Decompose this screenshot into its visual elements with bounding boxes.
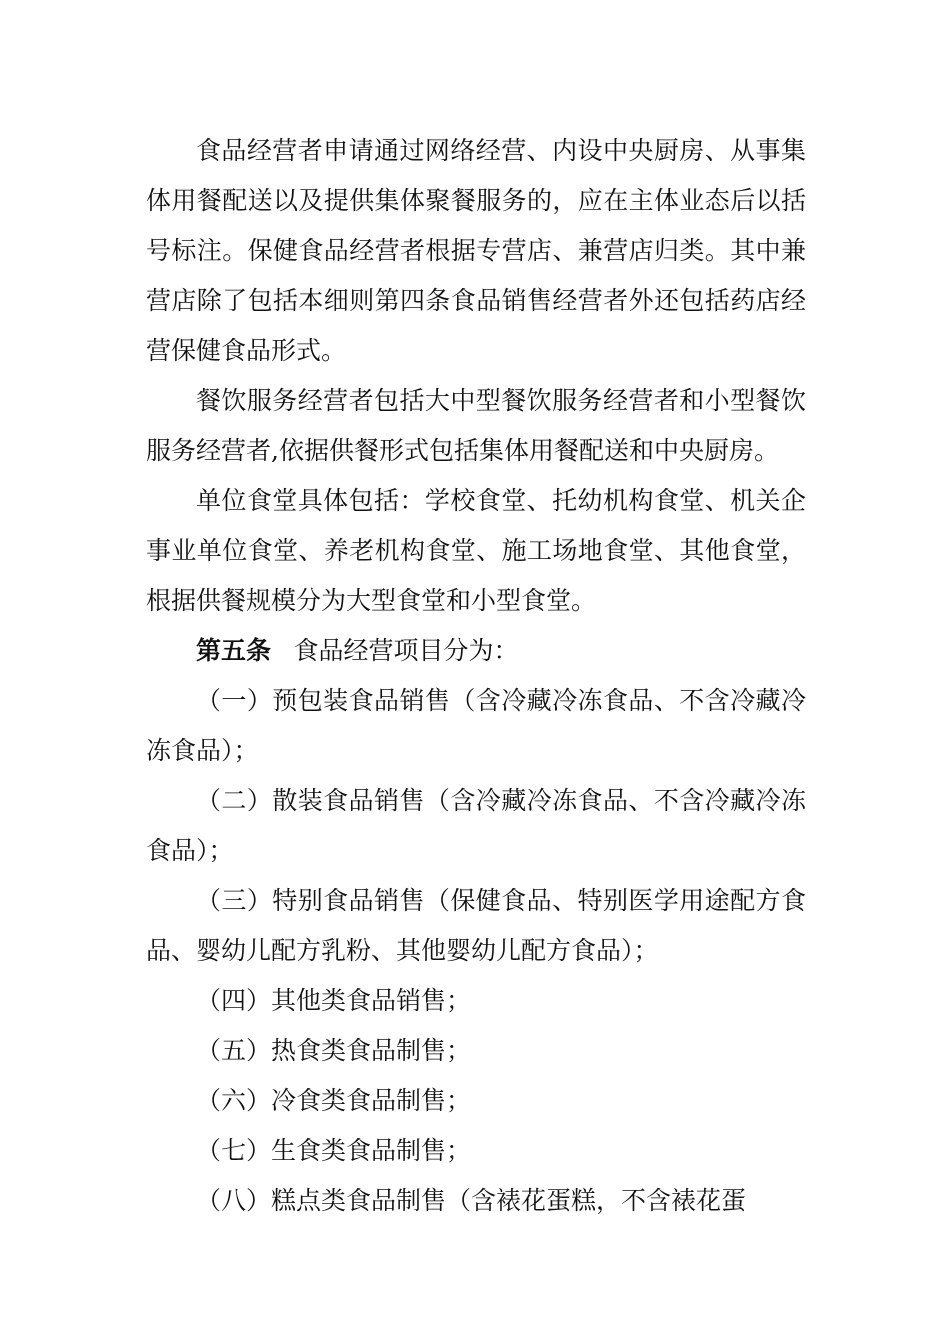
list-item: （三）特别食品销售（保健食品、特别医学用途配方食品、婴幼儿配方乳粉、其他婴幼儿配方食品）； <box>146 886 806 965</box>
paragraph-unit-canteens: 单位食堂具体包括：学校食堂、托幼机构食堂、机关企事业单位食堂、养老机构食堂、施工场地食堂、其他食堂，根据供餐规模分为大型食堂和小型食堂。 <box>146 486 806 615</box>
article-five-title: 第五条 <box>196 636 272 665</box>
list-item: （八）糕点类食品制售（含裱花蛋糕，不含裱花蛋 <box>196 1186 747 1215</box>
list-item: （一）预包装食品销售（含冷藏冷冻食品、不含冷藏冷冻食品）； <box>146 686 806 765</box>
paragraph-catering-operators: 餐饮服务经营者包括大中型餐饮服务经营者和小型餐饮服务经营者,依据供餐形式包括集体用餐配送和中央厨房。 <box>146 386 806 465</box>
list-item: （五）热食类食品制售； <box>196 1036 472 1065</box>
article-five <box>146 626 806 676</box>
list-item: （二）散装食品销售（含冷藏冷冻食品、不含冷藏冷冻食品）； <box>146 786 806 865</box>
article-five-text: 食品经营项目分为： <box>293 636 519 665</box>
list-item: （六）冷食类食品制售； <box>196 1086 472 1115</box>
paragraph-business-operators: 食品经营者申请通过网络经营、内设中央厨房、从事集体用餐配送以及提供集体聚餐服务的，应在主体业态后以括号标注。保健食品经营者根据专营店、兼营店归类。其中兼营店除了包括本细则第四条食品销售经营者外还包括药店经营保健食品形式。 <box>146 136 806 365</box>
list-item: （四）其他类食品销售； <box>196 986 472 1015</box>
document-body <box>146 126 806 1226</box>
list-item: （七）生食类食品制售； <box>196 1136 472 1165</box>
